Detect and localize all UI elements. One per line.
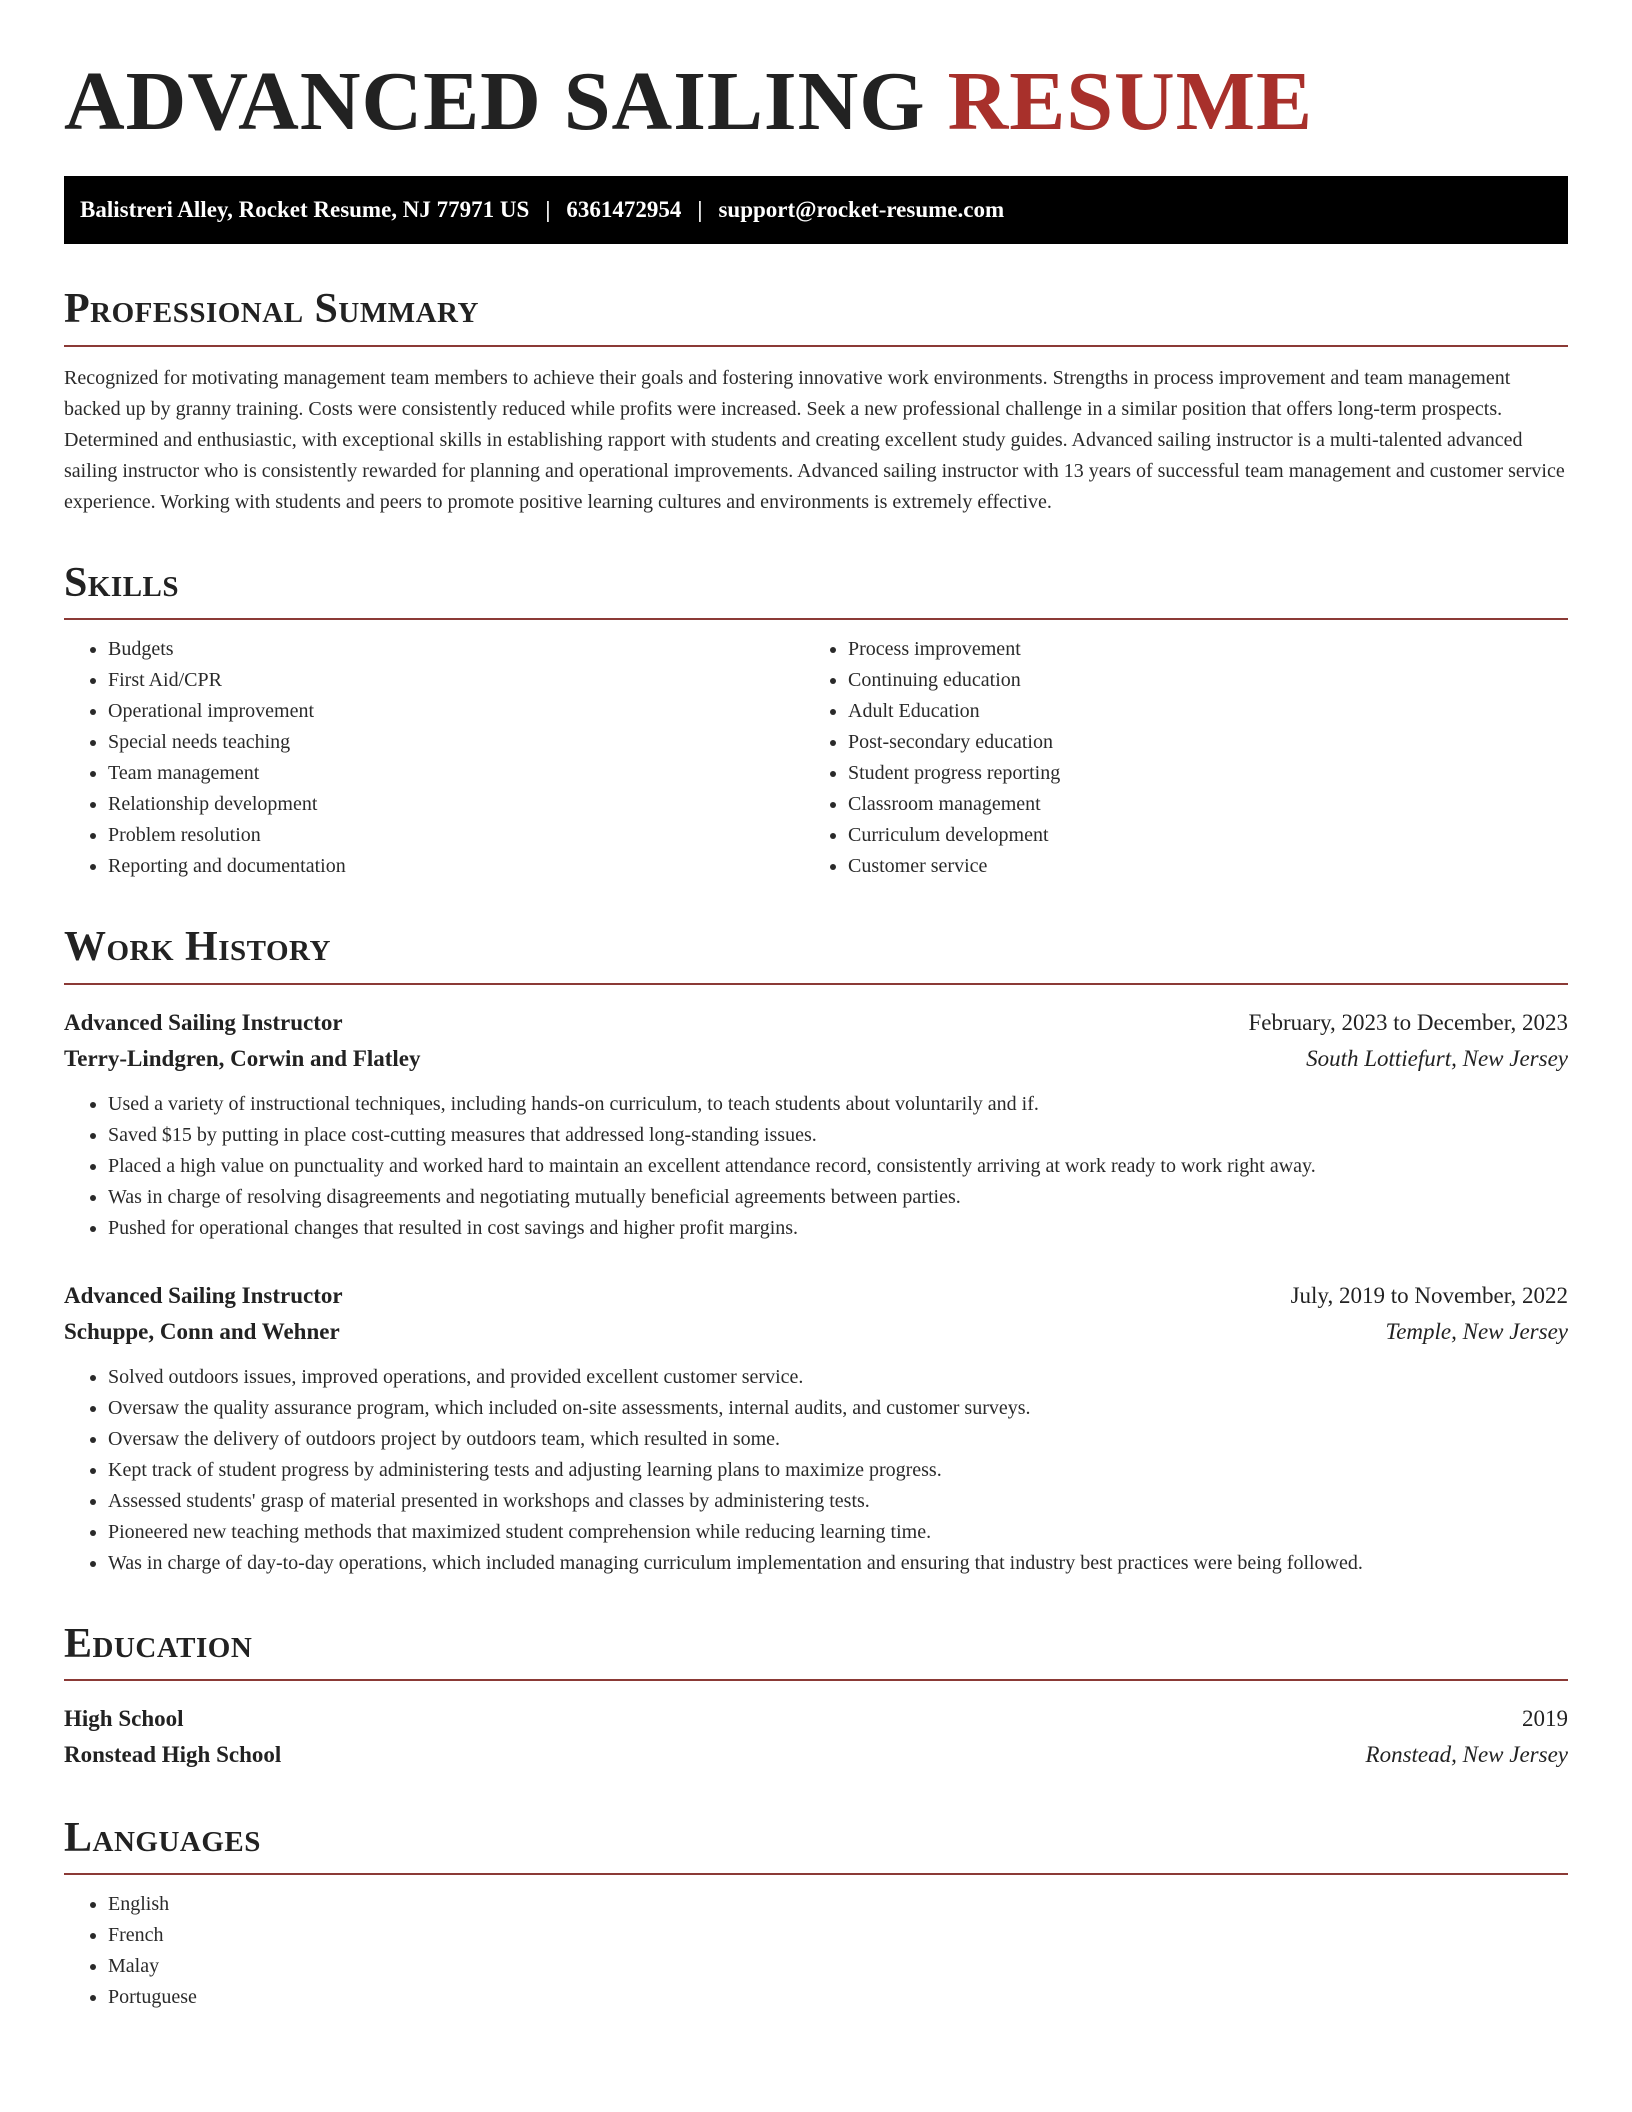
job-title-row — [64, 1005, 1568, 1041]
skill-item: • Reporting and documentation — [108, 851, 804, 882]
skill-item: • First Aid/CPR — [108, 665, 804, 696]
job-bullets — [64, 1362, 1568, 1579]
job-location: Temple, New Jersey — [1385, 1318, 1568, 1344]
skill-item: • Team management — [108, 758, 804, 789]
job-bullet: • Saved $15 by putting in place cost-cutting measures that addressed long-standing issues. — [108, 1120, 1568, 1151]
contact-separator: | — [545, 197, 551, 223]
contact-phone: 6361472954 — [566, 197, 682, 223]
summary-text: Recognized for motivating management team members to achieve their goals and fostering innovative work environments. Strengths in process improvement and team management backed up by granny training. Costs were consistently reduced while profits were increased. Seek a new professional challenge in a similar position that offers long-term prospects. Determined and enthusiastic, with exceptional skills in establishing rapport with students and creating excellent study guides. Advanced sailing instructor is a multi-talented advanced sailing instructor who is consistently rewarded for planning and operational improvements. Advanced sailing instructor with 13 years of successful team management and customer service experience. Working with students and peers to promote positive learning cultures and environments is extremely effective. — [64, 366, 1565, 513]
skills-grid — [64, 634, 1568, 882]
summary-heading: Professional Summary — [64, 284, 1568, 346]
job-bullet: • Oversaw the quality assurance program, which included on-site assessments, internal audits, and customer surveys. — [108, 1393, 1568, 1424]
contact-email: support@rocket-resume.com — [718, 197, 1005, 223]
skill-item: • Customer service — [848, 851, 1556, 882]
education-location: Ronstead, New Jersey — [1365, 1741, 1568, 1767]
skill-item: • Operational improvement — [108, 696, 804, 727]
language-item: • Portuguese — [108, 1982, 1568, 2013]
education-school-row — [64, 1737, 1568, 1773]
contact-bar — [64, 176, 1568, 244]
job-location: South Lottiefurt, New Jersey — [1306, 1045, 1568, 1071]
resume-title — [64, 56, 1568, 148]
language-item: • English — [108, 1889, 1568, 1920]
job-title-row — [64, 1278, 1568, 1314]
job-bullet: • Was in charge of resolving disagreements and negotiating mutually beneficial agreements between parties. — [108, 1182, 1568, 1213]
job-dates: February, 2023 to December, 2023 — [1248, 1009, 1568, 1035]
skill-item: • Curriculum development — [848, 820, 1556, 851]
skill-item: • Special needs teaching — [108, 727, 804, 758]
job-company: Schuppe, Conn and Wehner — [64, 1318, 340, 1344]
skill-item: • Adult Education — [848, 696, 1556, 727]
skill-item: • Budgets — [108, 634, 804, 665]
education-degree: High School — [64, 1705, 184, 1731]
education-degree-row — [64, 1701, 1568, 1737]
skills-heading: Skills — [64, 558, 1568, 620]
education-school: Ronstead High School — [64, 1741, 282, 1767]
job-title: Advanced Sailing Instructor — [64, 1282, 343, 1308]
title-main: ADVANCED SAILING — [64, 55, 926, 148]
title-accent: RESUME — [947, 55, 1314, 148]
job-company: Terry-Lindgren, Corwin and Flatley — [64, 1045, 421, 1071]
contact-address: Balistreri Alley, Rocket Resume, NJ 77971 US — [80, 197, 530, 223]
skill-item: • Process improvement — [848, 634, 1556, 665]
job-entry — [64, 1278, 1568, 1579]
skill-item: • Problem resolution — [108, 820, 804, 851]
education-year: 2019 — [1522, 1705, 1568, 1731]
work-heading: Work History — [64, 922, 1568, 984]
language-item: • Malay — [108, 1951, 1568, 1982]
language-item: • French — [108, 1920, 1568, 1951]
job-dates: July, 2019 to November, 2022 — [1290, 1282, 1568, 1308]
languages-heading: Languages — [64, 1813, 1568, 1875]
job-bullet: • Used a variety of instructional techniques, including hands-on curriculum, to teach students about voluntarily and if. — [108, 1089, 1568, 1120]
job-bullet: • Was in charge of day-to-day operations, which included managing curriculum implementation and ensuring that industry best practices were being followed. — [108, 1548, 1568, 1579]
job-bullet: • Solved outdoors issues, improved operations, and provided excellent customer service. — [108, 1362, 1568, 1393]
job-bullet: • Pioneered new teaching methods that maximized student comprehension while reducing learning time. — [108, 1517, 1568, 1548]
job-company-row — [64, 1041, 1568, 1077]
skills-left-list — [64, 634, 804, 882]
skills-right-list — [804, 634, 1556, 882]
education-heading: Education — [64, 1619, 1568, 1681]
job-entry — [64, 1005, 1568, 1244]
skill-item: • Classroom management — [848, 789, 1556, 820]
job-bullet: • Oversaw the delivery of outdoors project by outdoors team, which resulted in some. — [108, 1424, 1568, 1455]
job-bullet: • Assessed students' grasp of material presented in workshops and classes by administering tests. — [108, 1486, 1568, 1517]
job-bullet: • Kept track of student progress by administering tests and adjusting learning plans to maximize progress. — [108, 1455, 1568, 1486]
skill-item: • Post-secondary education — [848, 727, 1556, 758]
job-bullet: • Placed a high value on punctuality and worked hard to maintain an excellent attendance record, consistently arriving at work ready to work right away. — [108, 1151, 1568, 1182]
languages-list — [64, 1889, 1568, 2013]
job-title: Advanced Sailing Instructor — [64, 1009, 343, 1035]
job-company-row — [64, 1314, 1568, 1350]
education-entry — [64, 1701, 1568, 1773]
skill-item: • Student progress reporting — [848, 758, 1556, 789]
job-bullet: • Pushed for operational changes that resulted in cost savings and higher profit margins. — [108, 1213, 1568, 1244]
skill-item: • Continuing education — [848, 665, 1556, 696]
contact-separator: | — [697, 197, 703, 223]
skill-item: • Relationship development — [108, 789, 804, 820]
job-bullets — [64, 1089, 1568, 1244]
